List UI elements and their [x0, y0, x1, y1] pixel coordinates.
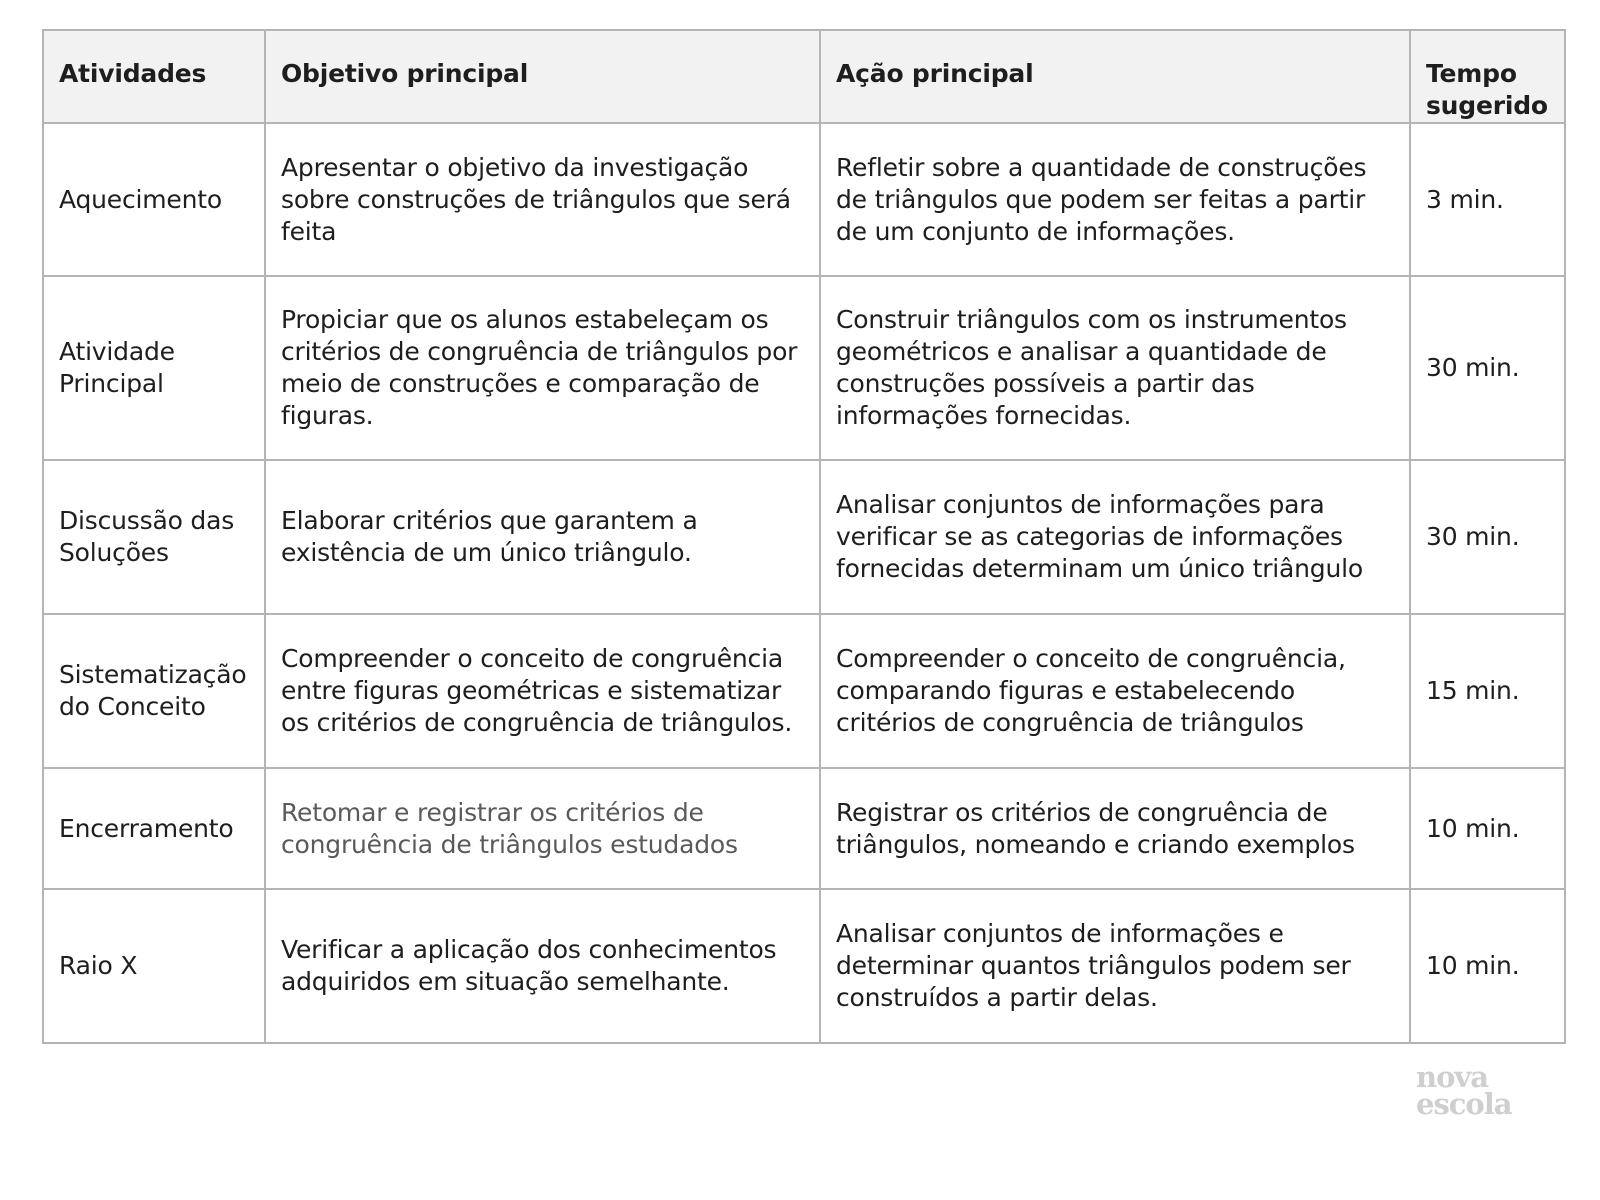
cell-tempo: 15 min. — [1410, 614, 1565, 768]
cell-objetivo: Propiciar que os alunos estabeleçam os critérios de congruência de triângulos por meio de construções e comparação de figuras. — [265, 276, 820, 460]
cell-tempo: 3 min. — [1410, 123, 1565, 276]
table-row — [43, 123, 1565, 276]
logo-line-nova: nova — [1416, 1060, 1489, 1094]
cell-acao: Analisar conjuntos de informações para verificar se as categorias de informações fornecidas determinam um único triângulo — [820, 460, 1410, 614]
cell-atividade: Aquecimento — [43, 123, 265, 276]
cell-objetivo: Verificar a aplicação dos conhecimentos adquiridos em situação semelhante. — [265, 889, 820, 1043]
header-objetivo-principal: Objetivo principal — [265, 30, 820, 123]
lesson-plan-table — [42, 29, 1566, 1044]
cell-acao: Compreender o conceito de congruência, comparando figuras e estabelecendo critérios de congruência de triângulos — [820, 614, 1410, 768]
cell-acao: Registrar os critérios de congruência de triângulos, nomeando e criando exemplos — [820, 768, 1410, 889]
nova-escola-logo — [1416, 1060, 1534, 1121]
cell-objetivo: Elaborar critérios que garantem a existência de um único triângulo. — [265, 460, 820, 614]
header-atividades: Atividades — [43, 30, 265, 123]
cell-atividade: Encerramento — [43, 768, 265, 889]
table-row — [43, 614, 1565, 768]
cell-acao: Refletir sobre a quantidade de construções de triângulos que podem ser feitas a partir de um conjunto de informações. — [820, 123, 1410, 276]
table-row — [43, 889, 1565, 1043]
table-header — [43, 30, 1565, 123]
table-body — [43, 123, 1565, 1043]
cell-atividade: Sistematização do Conceito — [43, 614, 265, 768]
table-row — [43, 768, 1565, 889]
header-tempo-sugerido: Tempo sugerido — [1410, 30, 1565, 123]
cell-tempo: 30 min. — [1410, 276, 1565, 460]
cell-atividade: Discussão das Soluções — [43, 460, 265, 614]
cell-objetivo: Apresentar o objetivo da investigação sobre construções de triângulos que será feita — [265, 123, 820, 276]
cell-acao: Analisar conjuntos de informações e determinar quantos triângulos podem ser construídos a partir delas. — [820, 889, 1410, 1043]
header-row — [43, 30, 1565, 123]
table-row — [43, 276, 1565, 460]
cell-acao: Construir triângulos com os instrumentos geométricos e analisar a quantidade de construções possíveis a partir das informações fornecidas. — [820, 276, 1410, 460]
logo-line-escola: escola — [1416, 1087, 1512, 1121]
header-acao-principal: Ação principal — [820, 30, 1410, 123]
cell-tempo: 10 min. — [1410, 889, 1565, 1043]
cell-objetivo: Retomar e registrar os critérios de congruência de triângulos estudados — [265, 768, 820, 889]
cell-atividade: Atividade Principal — [43, 276, 265, 460]
cell-tempo: 10 min. — [1410, 768, 1565, 889]
cell-atividade: Raio X — [43, 889, 265, 1043]
cell-tempo: 30 min. — [1410, 460, 1565, 614]
cell-objetivo: Compreender o conceito de congruência entre figuras geométricas e sistematizar os critérios de congruência de triângulos. — [265, 614, 820, 768]
table-row — [43, 460, 1565, 614]
